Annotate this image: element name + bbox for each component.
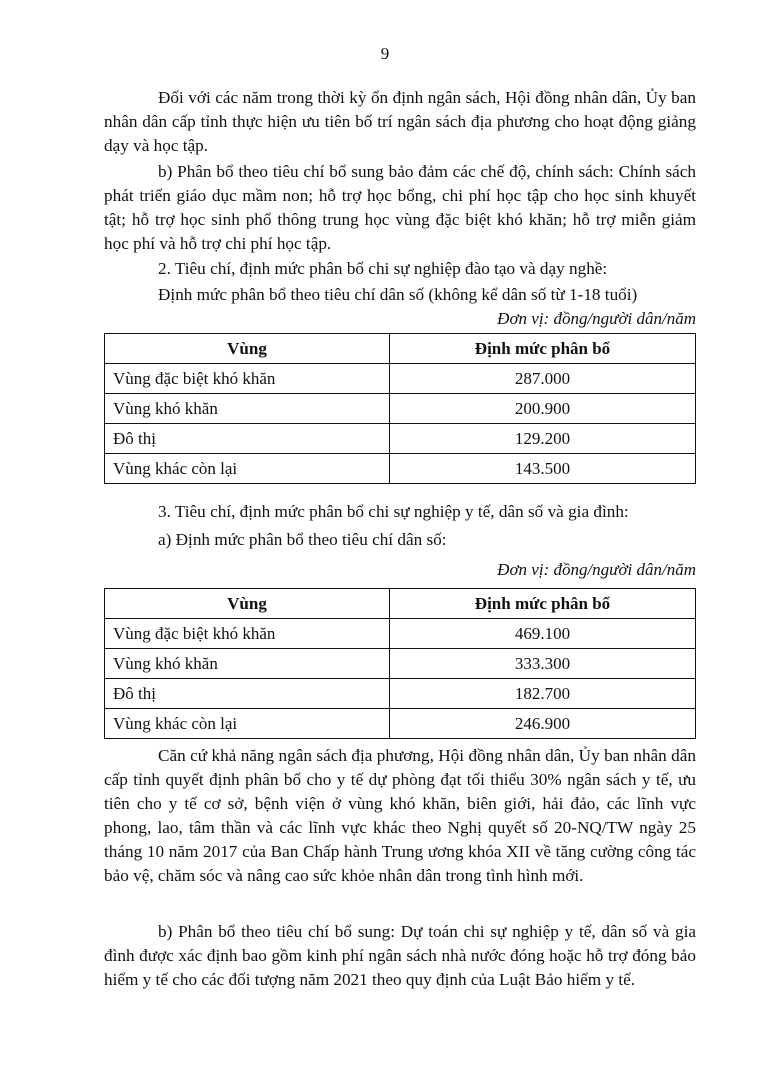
paragraph-population-criteria-health: a) Định mức phân bổ theo tiêu chí dân số: [158, 530, 447, 549]
cell-region: Vùng khó khăn [105, 394, 390, 424]
paragraph-supplementary-criteria-education: b) Phân bổ theo tiêu chí bổ sung bảo đảm các chế độ, chính sách: Chính sách phát triển giáo dục mầm non; hỗ trợ học bổng, chi phí học tập cho học sinh khuyết tật; hỗ trợ học sinh phổ thông trung học vùng đặc biệt khó khăn; hỗ trợ miễn giảm học phí và hỗ trợ chi phí học tập. [104, 162, 696, 253]
cell-allocation: 246.900 [390, 709, 696, 739]
column-header-allocation: Định mức phân bổ [390, 334, 696, 364]
table-row [105, 649, 696, 679]
cell-region: Vùng khác còn lại [105, 454, 390, 484]
health-allocation-table [104, 588, 696, 739]
cell-allocation: 287.000 [390, 364, 696, 394]
table-header-row [105, 334, 696, 364]
cell-allocation: 129.200 [390, 424, 696, 454]
table-row [105, 394, 696, 424]
table-row [105, 364, 696, 394]
cell-allocation: 469.100 [390, 619, 696, 649]
table-row [105, 619, 696, 649]
heading-training-vocational: 2. Tiêu chí, định mức phân bổ chi sự nghiệp đào tạo và dạy nghề: [158, 259, 608, 278]
heading-health-population: 3. Tiêu chí, định mức phân bổ chi sự nghiệp y tế, dân số và gia đình: [158, 502, 629, 521]
paragraph-population-criteria-training: Định mức phân bổ theo tiêu chí dân số (không kể dân số từ 1-18 tuổi) [158, 285, 638, 304]
column-header-region: Vùng [105, 589, 390, 619]
cell-allocation: 333.300 [390, 649, 696, 679]
cell-region: Vùng khác còn lại [105, 709, 390, 739]
cell-allocation: 143.500 [390, 454, 696, 484]
paragraph-preventive-health: Căn cứ khả năng ngân sách địa phương, Hội đồng nhân dân, Ủy ban nhân dân cấp tỉnh quyết định phân bổ cho y tế dự phòng đạt tối thiểu 30% ngân sách y tế, ưu tiên cho y tế cơ sở, bệnh viện ở vùng khó khăn, biên giới, hải đảo, các lĩnh vực phong, lao, tâm thần và các lĩnh vực khác theo Nghị quyết số 20-NQ/TW ngày 25 tháng 10 năm 2017 của Ban Chấp hành Trung ương khóa XII về tăng cường công tác bảo vệ, chăm sóc và nâng cao sức khỏe nhân dân trong tình hình mới. [104, 746, 696, 885]
table-header-row [105, 589, 696, 619]
cell-region: Vùng đặc biệt khó khăn [105, 364, 390, 394]
cell-allocation: 200.900 [390, 394, 696, 424]
cell-allocation: 182.700 [390, 679, 696, 709]
paragraph-supplementary-criteria-health: b) Phân bổ theo tiêu chí bổ sung: Dự toán chi sự nghiệp y tế, dân số và gia đình được xác định bao gồm kinh phí ngân sách nhà nước đóng hoặc hỗ trợ đóng bảo hiểm y tế cho các đối tượng năm 2021 theo quy định của Luật Bảo hiểm y tế. [104, 922, 696, 989]
table2-unit-label: Đơn vị: đồng/người dân/năm [497, 560, 696, 579]
cell-region: Vùng đặc biệt khó khăn [105, 619, 390, 649]
cell-region: Đô thị [105, 679, 390, 709]
cell-region: Đô thị [105, 424, 390, 454]
column-header-allocation: Định mức phân bổ [390, 589, 696, 619]
training-allocation-table [104, 333, 696, 484]
table-row [105, 679, 696, 709]
page-number: 9 [380, 44, 390, 63]
paragraph-budget-stability: Đối với các năm trong thời kỳ ổn định ngân sách, Hội đồng nhân dân, Ủy ban nhân dân cấp tỉnh thực hiện ưu tiên bố trí ngân sách địa phương cho hoạt động giảng dạy và học tập. [104, 88, 696, 155]
table1-unit-label: Đơn vị: đồng/người dân/năm [497, 309, 696, 328]
table-row [105, 454, 696, 484]
cell-region: Vùng khó khăn [105, 649, 390, 679]
table-row [105, 424, 696, 454]
table-row [105, 709, 696, 739]
column-header-region: Vùng [105, 334, 390, 364]
